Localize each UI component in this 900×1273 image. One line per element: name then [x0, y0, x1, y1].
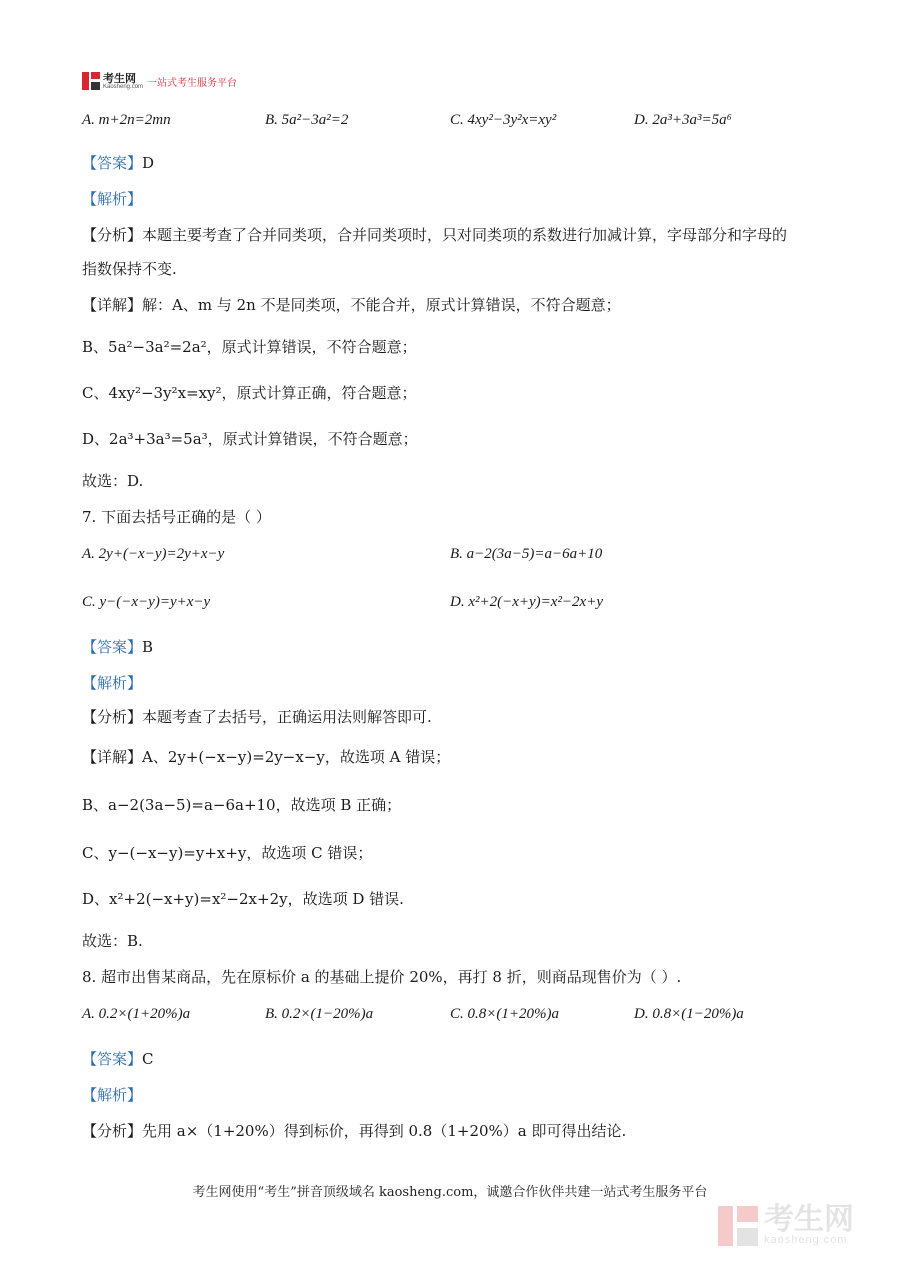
logo-slogan: 一站式考生服务平台 [147, 77, 238, 89]
q8-option-a: A. 0.2×(1+20%)a [82, 1006, 191, 1022]
q7-detail-a: 【详解】A、2y+(−x−y)=2y−x−y，故选项 A 错误； [82, 748, 451, 766]
watermark-name: 考生网 [764, 1202, 854, 1237]
q7-stem: 7. 下面去括号正确的是（ ） [82, 508, 271, 526]
logo-mark-icon [82, 72, 100, 90]
q7-detail-b: B、a−2(3a−5)=a−6a+10，故选项 B 正确； [82, 796, 402, 814]
site-logo [82, 72, 237, 90]
q7-answer [82, 636, 153, 658]
q7-option-a: A. 2y+(−x−y)=2y+x−y [82, 546, 225, 562]
watermark [718, 1202, 854, 1246]
answer-tag: 【答案】 [82, 1050, 143, 1068]
q6-detail-b: B、5a²−3a²=2a²，原式计算错误，不符合题意； [82, 338, 417, 356]
watermark-logo-icon [718, 1206, 758, 1246]
q7-analysis-tag: 【解析】 [82, 674, 143, 692]
q8-option-b: B. 0.2×(1−20%)a [265, 1006, 374, 1022]
logo-name: 考生网 [103, 71, 136, 85]
q8-option-d: D. 0.8×(1−20%)a [634, 1006, 744, 1022]
q8-answer [82, 1048, 154, 1070]
q7-option-d: D. x²+2(−x+y)=x²−2x+y [450, 594, 603, 610]
q6-option-a: A. m+2n=2mn [82, 112, 171, 128]
q6-analysis-line-1: 【分析】本题主要考查了合并同类项，合并同类项时，只对同类项的系数进行加减计算，字母部分和字母的 [82, 226, 788, 244]
q6-detail-a: 【详解】解：A、m 与 2n 不是同类项，不能合并，原式计算错误，不符合题意； [82, 296, 621, 314]
q6-detail-c: C、4xy²−3y²x=xy²，原式计算正确，符合题意； [82, 384, 417, 402]
logo-domain: Kaosheng.com [103, 83, 144, 90]
q8-analysis-tag: 【解析】 [82, 1086, 143, 1104]
answer-value: D [142, 154, 155, 172]
answer-tag: 【答案】 [82, 154, 143, 172]
q8-analysis: 【分析】先用 a×（1+20%）得到标价，再得到 0.8（1+20%）a 即可得出结论. [82, 1122, 627, 1140]
q7-option-b: B. a−2(3a−5)=a−6a+10 [450, 546, 603, 562]
q7-analysis: 【分析】本题考查了去括号，正确运用法则解答即可. [82, 708, 432, 726]
q6-detail-d: D、2a³+3a³=5a³，原式计算错误，不符合题意； [82, 430, 418, 448]
q6-analysis-line-2: 指数保持不变. [82, 260, 177, 278]
answer-value: C [142, 1050, 154, 1068]
q6-option-b: B. 5a²−3a²=2 [265, 112, 349, 128]
q7-detail-c: C、y−(−x−y)=y+x+y，故选项 C 错误； [82, 844, 373, 862]
q6-answer [82, 152, 154, 174]
q8-option-c: C. 0.8×(1+20%)a [450, 1006, 559, 1022]
answer-tag: 【答案】 [82, 638, 143, 656]
q7-detail-d: D、x²+2(−x+y)=x²−2x+2y，故选项 D 错误. [82, 890, 404, 908]
q8-stem: 8. 超市出售某商品，先在原标价 a 的基础上提价 20%，再打 8 折，则商品现售价为（ ）. [82, 968, 682, 986]
q6-conclusion: 故选：D. [82, 472, 144, 490]
page-footer: 考生网使用“考生”拼音顶级域名 kaosheng.com，诚邀合作伙伴共建一站式考生服务平台 [192, 1185, 708, 1200]
q6-option-d: D. 2a³+3a³=5a⁶ [634, 112, 732, 128]
q7-option-c: C. y−(−x−y)=y+x−y [82, 594, 211, 610]
q6-analysis-tag: 【解析】 [82, 190, 143, 208]
watermark-domain: kaosheng.com [764, 1234, 848, 1246]
q7-conclusion: 故选：B. [82, 932, 143, 950]
answer-value: B [142, 638, 154, 656]
q6-option-c: C. 4xy²−3y²x=xy² [450, 112, 557, 128]
